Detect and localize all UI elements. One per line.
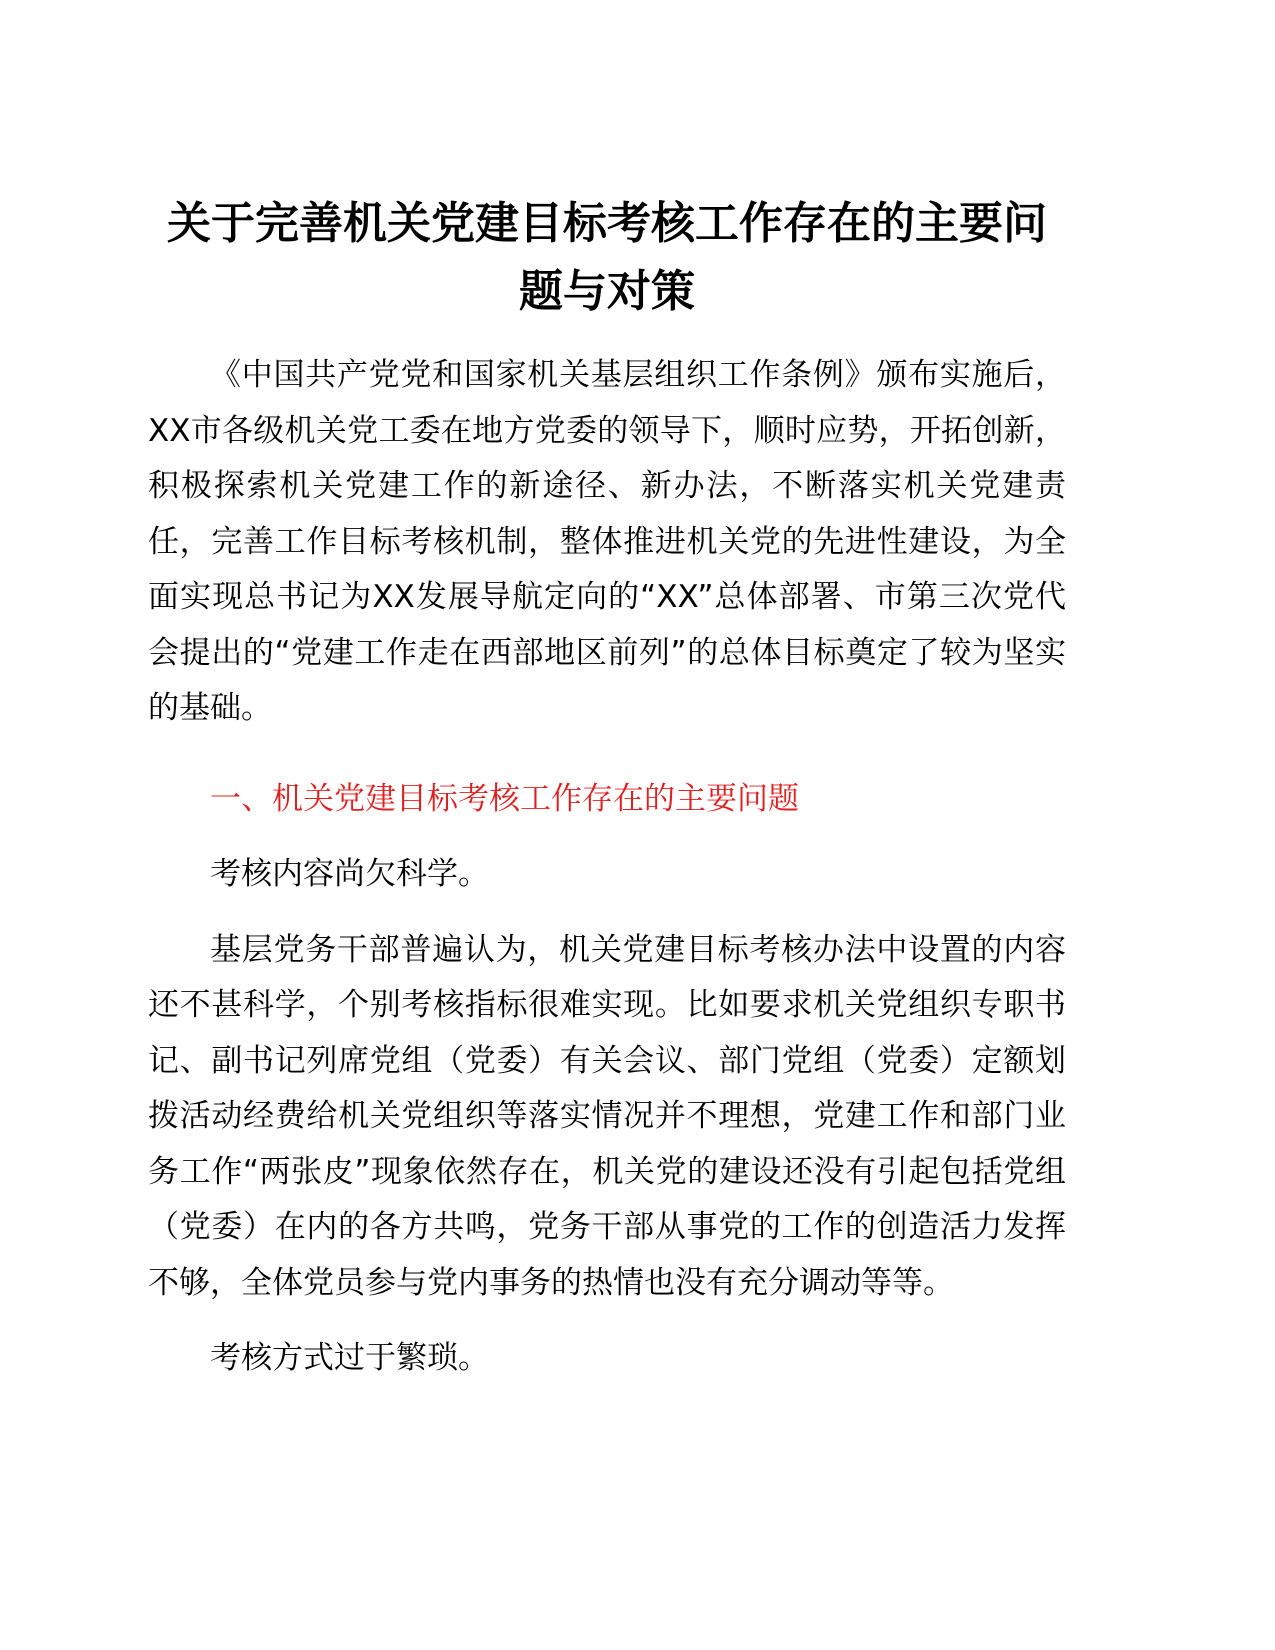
section-heading-1: 一、机关党建目标考核工作存在的主要问题 [210,780,799,817]
sub-heading-content: 考核内容尚欠科学。 [210,856,489,892]
content-paragraph: 基层党务干部普遍认为，机关党建目标考核办法中设置的内容还不甚科学，个别考核指标很难实现。比如要求机关党组织专职书记、副书记列席党组（党委）有关会议、部门党组（党委）定额划拨活动经费给机关党组织等落实情况并不理想，党建工作和部门业务工作“两张皮”现象依然存在，机关党的建设还没有引起包括党组（党委）在内的各方共鸣，党务干部从事党的工作的创造活力发挥不够，全体党员参与党内事务的热情也没有充分调动等等。 [148,931,1066,1301]
document-page [148,190,1066,1387]
document-title: 关于完善机关党建目标考核工作存在的主要问题与对策 [167,198,1047,317]
intro-paragraph: 《中国共产党党和国家机关基层组织工作条例》颁布实施后，XX市各级机关党工委在地方党委的领导下，顺时应势，开拓创新，积极探索机关党建工作的新途径、新办法，不断落实机关党建责任，完善工作目标考核机制，整体推进机关党的先进性建设，为全面实现总书记为XX发展导航定向的“XX”总体部署、市第三次党代会提出的“党建工作走在西部地区前列”的总体目标奠定了较为坚实的基础。 [148,357,1066,726]
sub-heading-method: 考核方式过于繁琐。 [210,1340,489,1376]
